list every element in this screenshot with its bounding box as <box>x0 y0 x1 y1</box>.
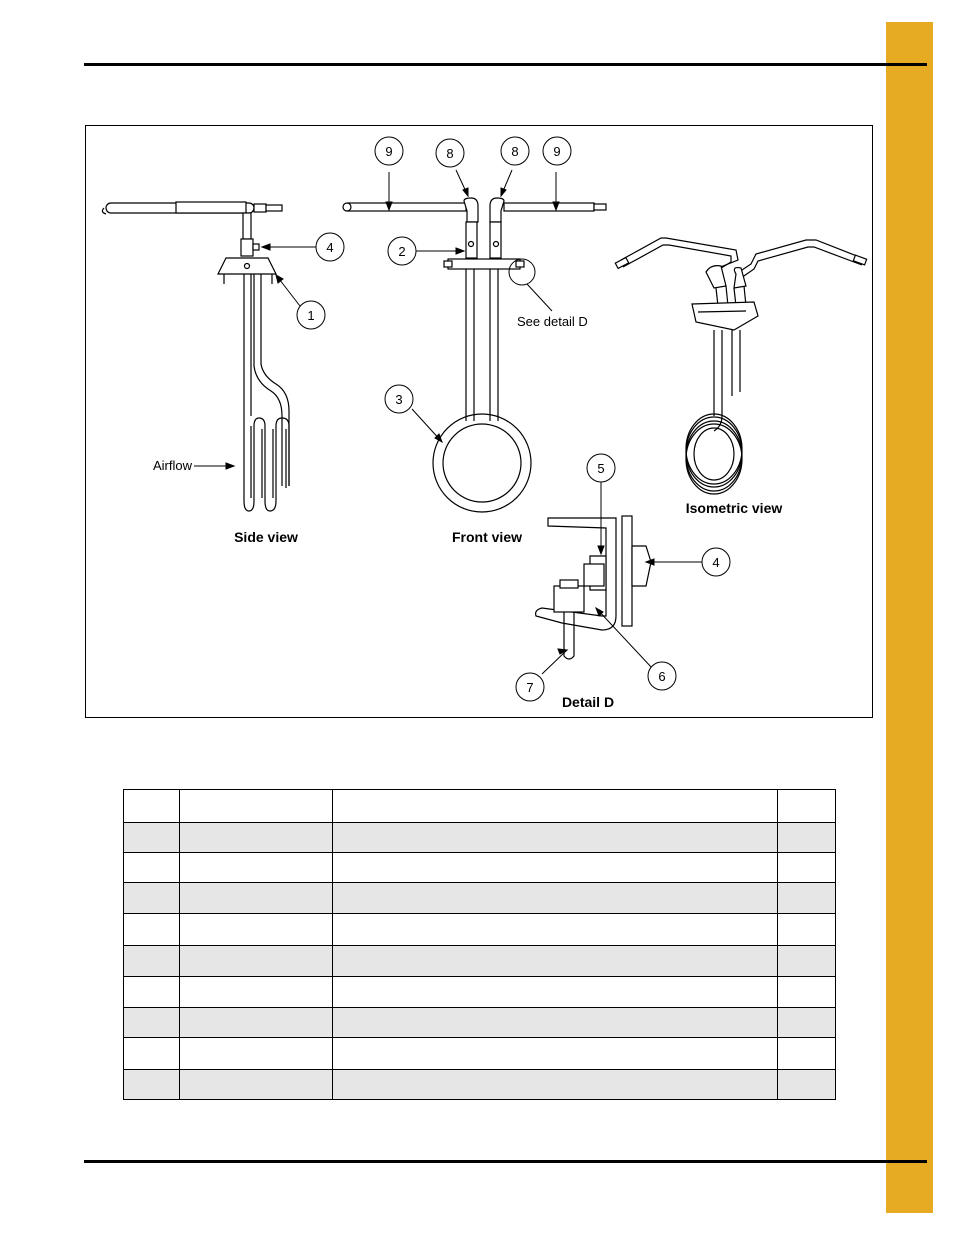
table-cell <box>180 883 333 914</box>
parts-diagram <box>85 125 873 718</box>
table-cell <box>778 853 836 883</box>
airflow-label: Airflow <box>153 458 193 473</box>
table-cell <box>778 946 836 977</box>
table-cell <box>778 883 836 914</box>
side-view-drawing <box>102 202 289 511</box>
table-cell <box>333 946 778 977</box>
table-cell <box>180 823 333 853</box>
table-cell <box>124 1070 180 1100</box>
table-cell <box>333 1038 778 1070</box>
table-cell <box>180 1008 333 1038</box>
table-cell <box>778 1008 836 1038</box>
table-cell <box>180 1070 333 1100</box>
table-row <box>124 1038 836 1070</box>
callout-4-detail-label: 4 <box>712 555 720 570</box>
section-tab <box>886 22 933 1213</box>
table-cell <box>333 1070 778 1100</box>
table-cell <box>333 883 778 914</box>
table-cell <box>778 823 836 853</box>
table-row <box>124 977 836 1008</box>
side-view-title: Side view <box>234 529 298 545</box>
table-cell <box>778 914 836 946</box>
callout-3-label: 3 <box>395 392 403 407</box>
footer-rule <box>84 1160 927 1163</box>
table-cell <box>180 1038 333 1070</box>
callout-1-label: 1 <box>307 308 315 323</box>
table-cell <box>333 914 778 946</box>
table-row <box>124 883 836 914</box>
table-cell <box>124 977 180 1008</box>
table-row <box>124 1070 836 1100</box>
table-cell <box>333 977 778 1008</box>
detail-d-drawing <box>536 516 651 659</box>
table-cell <box>778 1070 836 1100</box>
callout-8-left-label: 8 <box>446 146 454 161</box>
column-header <box>124 790 180 823</box>
table-cell <box>124 1008 180 1038</box>
callout-7-label: 7 <box>526 680 534 695</box>
callout-8-right-label: 8 <box>511 144 519 159</box>
detail-d-title: Detail D <box>561 694 615 710</box>
table-cell <box>124 946 180 977</box>
header-rule <box>84 63 927 66</box>
table-row <box>124 1008 836 1038</box>
column-header <box>778 790 836 823</box>
callout-4-side-label: 4 <box>326 240 334 255</box>
table-row <box>124 914 836 946</box>
table-cell <box>778 1038 836 1070</box>
callout-9-left-label: 9 <box>385 144 393 159</box>
table-cell <box>180 853 333 883</box>
table-cell <box>333 823 778 853</box>
parts-list-table <box>123 789 836 1100</box>
column-header <box>333 790 778 823</box>
front-view-title: Front view <box>451 529 523 545</box>
table-cell <box>333 1008 778 1038</box>
table-cell <box>778 977 836 1008</box>
table-header-row <box>124 790 836 823</box>
table-row <box>124 946 836 977</box>
column-header <box>180 790 333 823</box>
callout-6-label: 6 <box>658 669 666 684</box>
callout-9-right-label: 9 <box>553 144 561 159</box>
callout-2-label: 2 <box>398 244 406 259</box>
table-cell <box>333 853 778 883</box>
table-cell <box>180 977 333 1008</box>
table-cell <box>180 914 333 946</box>
table-cell <box>124 1038 180 1070</box>
table-row <box>124 823 836 853</box>
table-cell <box>124 914 180 946</box>
isometric-view-drawing <box>615 238 866 494</box>
see-detail-d-label: See detail D <box>517 314 588 329</box>
table-cell <box>180 946 333 977</box>
callout-5-label: 5 <box>597 461 605 476</box>
front-view-drawing <box>343 198 606 512</box>
table-cell <box>124 823 180 853</box>
table-row <box>124 853 836 883</box>
table-cell <box>124 883 180 914</box>
isometric-view-title: Isometric view <box>685 500 783 516</box>
table-cell <box>124 853 180 883</box>
